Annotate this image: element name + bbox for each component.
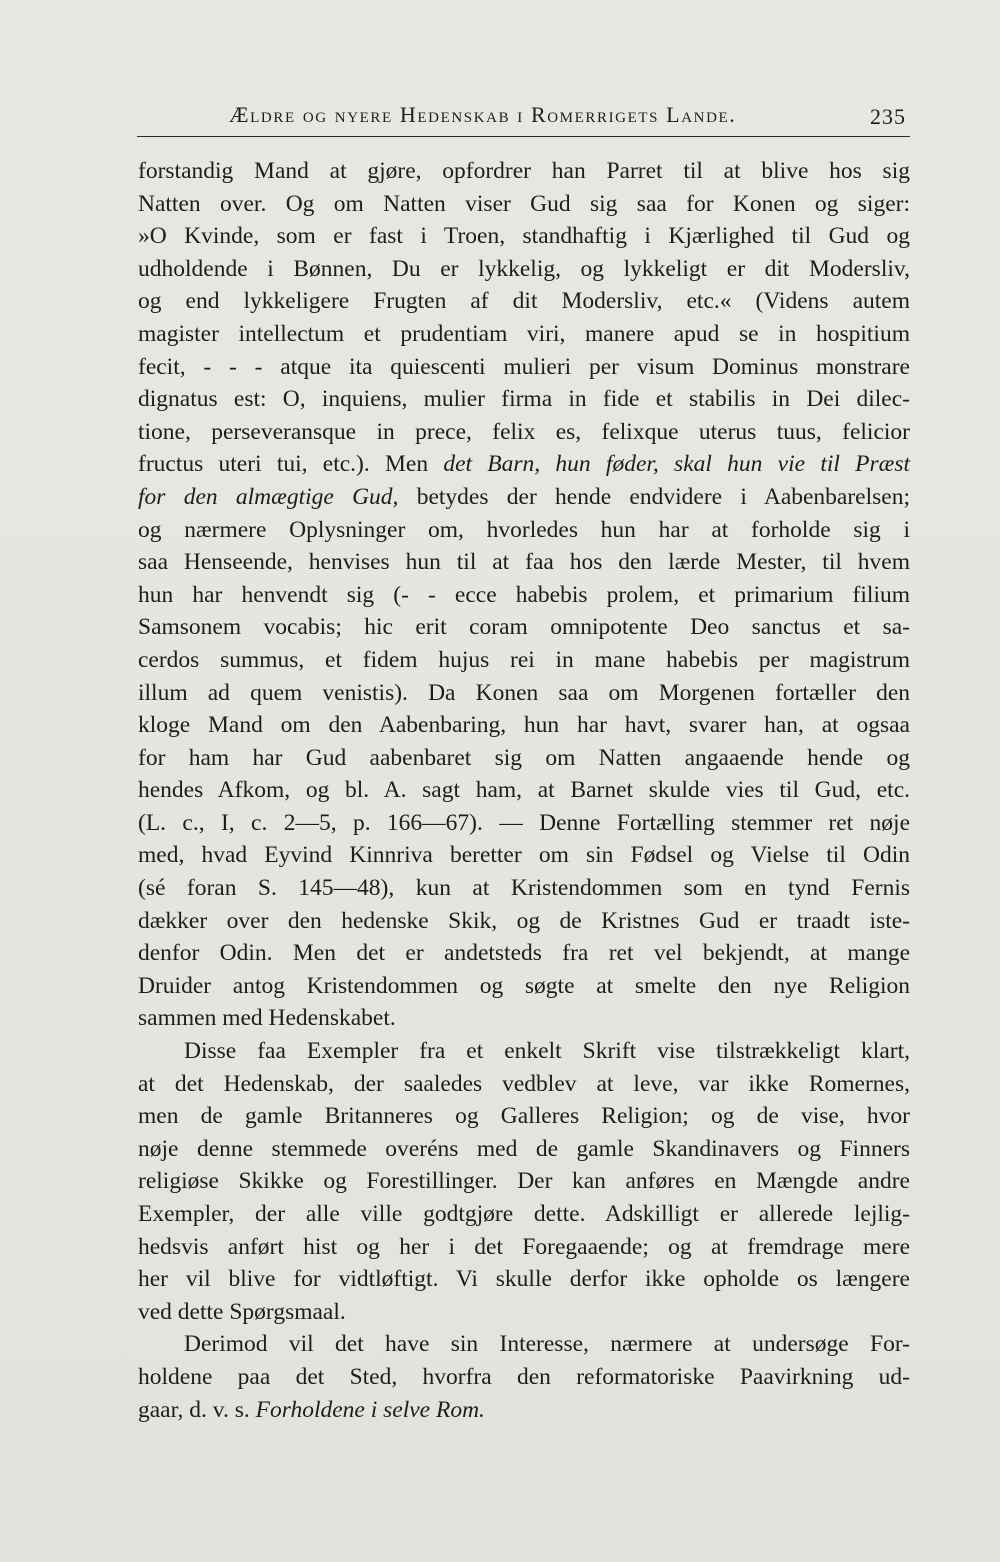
- text-line: [138, 774, 910, 807]
- text-line: [138, 1394, 910, 1427]
- text-line: [138, 155, 910, 188]
- text-line: [138, 351, 910, 384]
- text-run: magister intellectum et prudentiam viri, manere apud se in hospitium: [138, 320, 910, 347]
- text-run: religiøse Skikke og Forestillinger. Der kan anføres en Mængde andre: [138, 1168, 910, 1195]
- text-run: holdene paa det Sted, hvorfra den reformatoriske Paavirkning ud-: [138, 1363, 910, 1390]
- text-run: (sé foran S. 145—48), kun at Kristendommen som en tynd Fernis: [138, 875, 910, 902]
- text-run: saa Henseende, henvises hun til at faa hos den lærde Mester, til hvem: [138, 549, 910, 576]
- text-run: fructus uteri tui, etc.). Men: [138, 451, 444, 478]
- text-run: hun har henvendt sig (- - ecce habebis prolem, et primarium filium: [138, 581, 910, 608]
- text-run: Druider antog Kristendommen og søgte at smelte den nye Religion: [138, 972, 910, 999]
- text-run: hendes Afkom, og bl. A. sagt ham, at Barnet skulde vies til Gud, etc.: [138, 777, 910, 804]
- text-run: betydes der hende endvidere i Aabenbarelsen;: [398, 483, 910, 510]
- text-run: fecit, - - - atque ita quiescenti mulieri per visum Dominus monstrare: [138, 353, 910, 380]
- text-line: [138, 416, 910, 449]
- text-run: ved dette Spørgsmaal.: [138, 1298, 346, 1325]
- text-run: for ham har Gud aabenbaret sig om Natten angaaende hende og: [138, 744, 910, 771]
- page-number: 235: [870, 104, 906, 129]
- text-run: denfor Odin. Men det er andetsteds fra ret vel bekjendt, at mange: [138, 940, 910, 967]
- text-line: [138, 807, 910, 840]
- text-line: [138, 839, 910, 872]
- italic-text: det Barn, hun føder, skal hun vie til Præst: [443, 451, 911, 478]
- text-run: udholdende i Bønnen, Du er lykkelig, og lykkeligt er dit Modersliv,: [138, 255, 910, 282]
- text-run: illum ad quem venistis). Da Konen saa om Morgenen fortæller den: [138, 679, 910, 706]
- body-text: [138, 155, 910, 1426]
- text-line: [138, 1068, 910, 1101]
- italic-text: for den almægtige Gud,: [138, 483, 399, 510]
- text-line: [138, 285, 910, 318]
- text-line: [138, 481, 910, 514]
- text-line: [138, 1165, 910, 1198]
- text-line: [138, 742, 910, 775]
- text-line: [138, 644, 910, 677]
- text-line: [138, 905, 910, 938]
- text-run: (L. c., I, c. 2—5, p. 166—67). — Denne Fortælling stemmer ret nøje: [138, 809, 910, 836]
- text-run: og end lykkeligere Frugten af dit Modersliv, etc.« (Videns autem: [138, 288, 910, 315]
- text-run: »O Kvinde, som er fast i Troen, standhaftig i Kjærlighed til Gud og: [138, 223, 910, 250]
- text-line: [138, 188, 910, 221]
- text-run: tione, perseveransque in prece, felix es, felixque uterus tuus, felicior: [138, 418, 910, 445]
- text-line: [138, 709, 910, 742]
- text-run: dignatus est: O, inquiens, mulier firma in fide et stabilis in Dei dilec-: [138, 386, 910, 413]
- text-run: gaar, d. v. s.: [138, 1396, 256, 1423]
- paragraph: [138, 1328, 910, 1426]
- text-line: [138, 1328, 910, 1361]
- text-line: [138, 1100, 910, 1133]
- text-line: [138, 1296, 910, 1329]
- text-run: men de gamle Britanneres og Galleres Religion; og de vise, hvor: [138, 1103, 910, 1130]
- text-line: [138, 937, 910, 970]
- text-run: Derimod vil det have sin Interesse, nærmere at undersøge For-: [184, 1331, 910, 1358]
- text-line: [138, 1133, 910, 1166]
- text-line: [138, 1198, 910, 1231]
- paragraph: [138, 155, 910, 1035]
- text-run: dækker over den hedenske Skik, og de Kristnes Gud er traadt iste-: [138, 907, 910, 934]
- text-line: [138, 318, 910, 351]
- running-head: [137, 100, 910, 137]
- text-line: [138, 1035, 910, 1068]
- text-line: [138, 579, 910, 612]
- text-line: [138, 1361, 910, 1394]
- running-title: Ældre og nyere Hedenskab i Romerrigets Lande.: [229, 102, 737, 127]
- text-line: [138, 677, 910, 710]
- text-run: sammen med Hedenskabet.: [138, 1005, 396, 1032]
- text-line: [138, 253, 910, 286]
- text-line: [138, 383, 910, 416]
- text-run: Samsonem vocabis; hic erit coram omnipotente Deo sanctus et sa-: [138, 614, 910, 641]
- text-line: [138, 611, 910, 644]
- text-run: og nærmere Oplysninger om, hvorledes hun har at forholde sig i: [138, 516, 910, 543]
- text-line: [138, 448, 910, 481]
- text-run: Natten over. Og om Natten viser Gud sig saa for Konen og siger:: [138, 190, 910, 217]
- text-run: her vil blive for vidtløftigt. Vi skulle derfor ikke opholde os længere: [138, 1266, 910, 1293]
- text-run: forstandig Mand at gjøre, opfordrer han Parret til at blive hos sig: [138, 158, 910, 184]
- text-line: [138, 1231, 910, 1264]
- text-line: [138, 970, 910, 1003]
- text-run: nøje denne stemmede overéns med de gamle Skandinavers og Finners: [138, 1135, 910, 1162]
- text-line: [138, 514, 910, 547]
- paragraph: [138, 1035, 910, 1328]
- text-line: [138, 872, 910, 905]
- text-line: [138, 1263, 910, 1296]
- text-line: [138, 546, 910, 579]
- italic-text: Forholdene i selve Rom.: [255, 1396, 485, 1423]
- text-run: Disse faa Exempler fra et enkelt Skrift vise tilstrækkeligt klart,: [184, 1038, 910, 1065]
- text-run: cerdos summus, et fidem hujus rei in mane habebis per magistrum: [138, 646, 910, 673]
- text-run: Exempler, der alle ville godtgjøre dette. Adskilligt er allerede lejlig-: [138, 1201, 910, 1227]
- text-line: [138, 220, 910, 253]
- text-run: med, hvad Eyvind Kinnriva beretter om sin Fødsel og Vielse til Odin: [138, 842, 910, 869]
- text-run: hedsvis anført hist og her i det Foregaaende; og at fremdrage mere: [138, 1233, 910, 1260]
- text-run: kloge Mand om den Aabenbaring, hun har havt, svarer han, at ogsaa: [138, 712, 910, 739]
- text-line: [138, 1002, 910, 1035]
- text-run: at det Hedenskab, der saaledes vedblev at leve, var ikke Romernes,: [138, 1070, 910, 1097]
